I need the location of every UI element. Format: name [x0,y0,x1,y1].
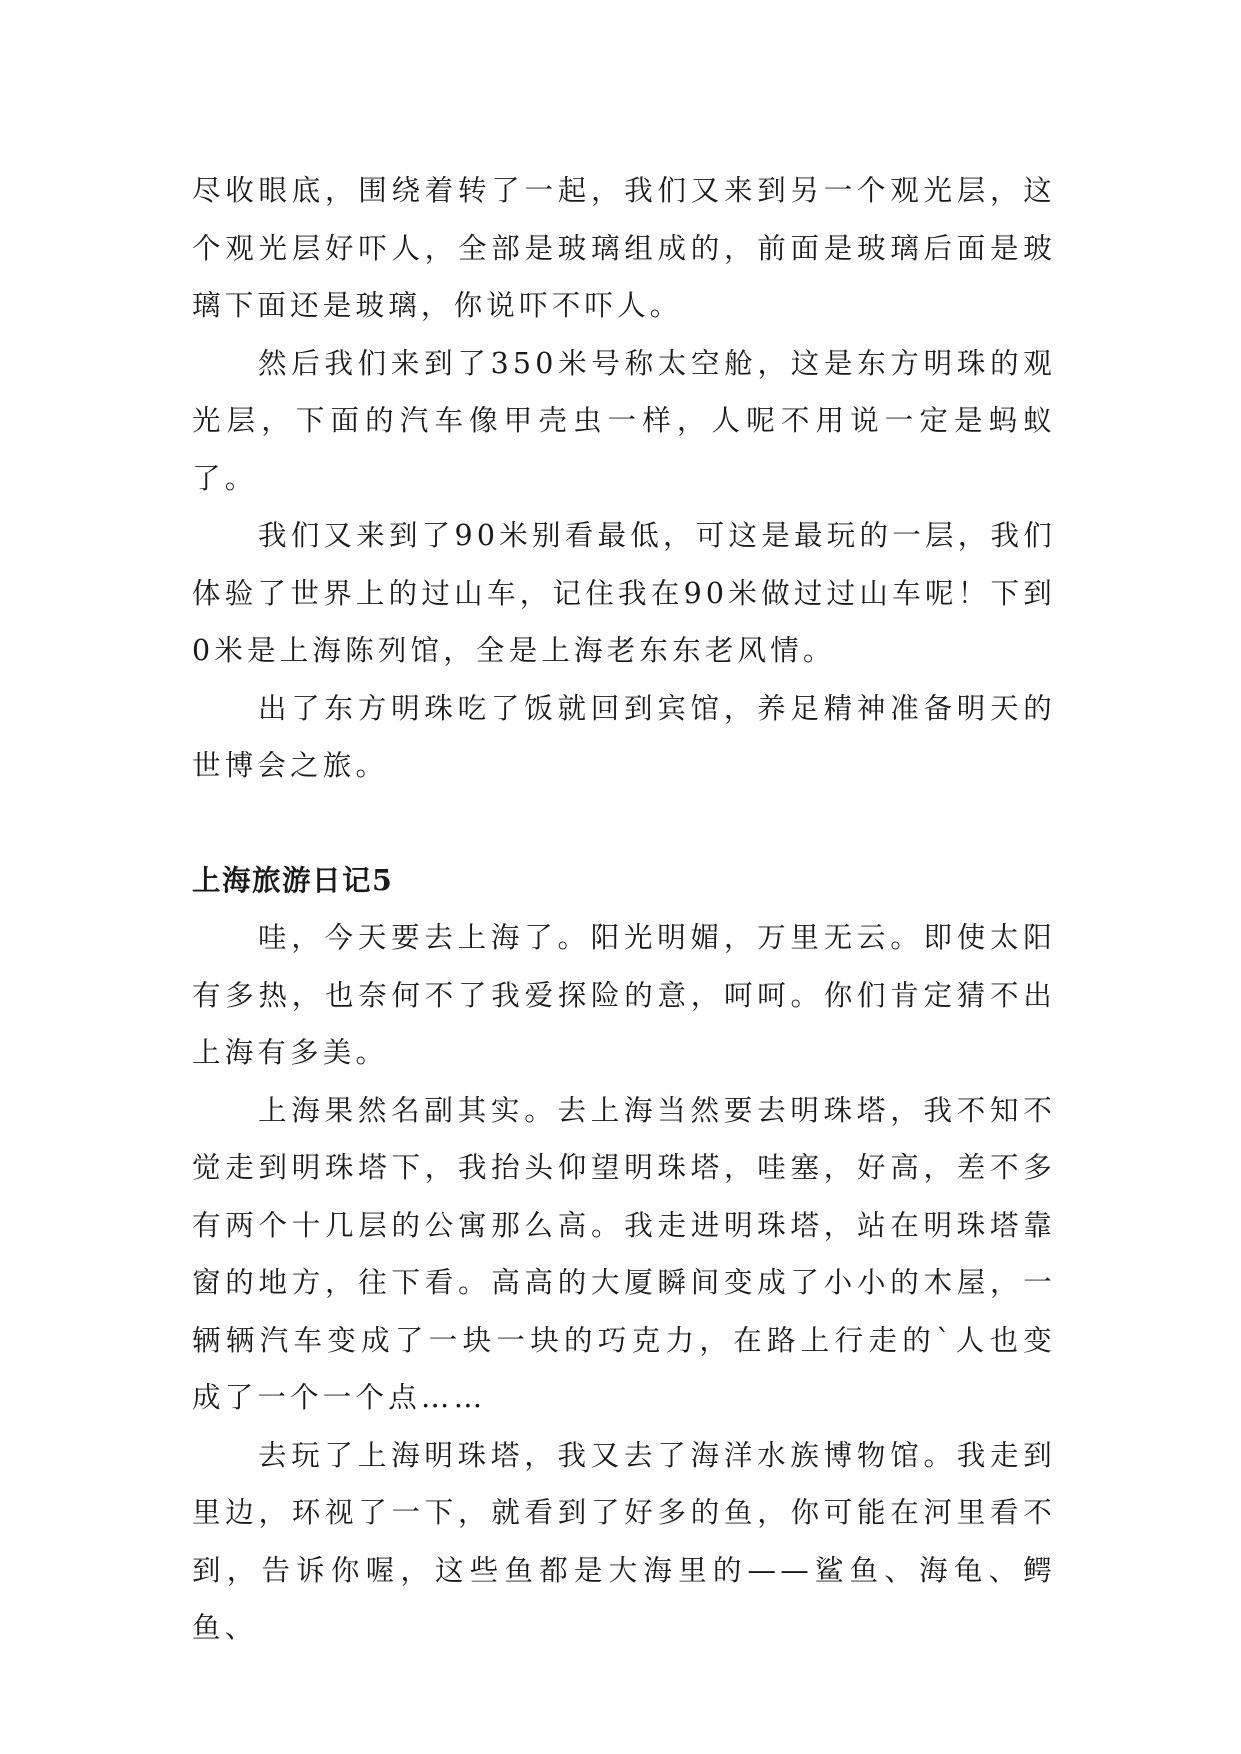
paragraph-continuation: 尽收眼底，围绕着转了一起，我们又来到另一个观光层，这个观光层好吓人，全部是玻璃组成的，前面是玻璃后面是玻璃下面还是玻璃，你说吓不吓人。 [192,174,1056,322]
paragraph: 我们又来到了90米别看最低，可这是最玩的一层，我们体验了世界上的过山车，记住我在90米做过过山车呢！下到0米是上海陈列馆，全是上海老东东老风情。 [192,519,1056,667]
paragraph: 然后我们来到了350米号称太空舱，这是东方明珠的观光层，下面的汽车像甲壳虫一样，人呢不用说一定是蚂蚁了。 [192,346,1056,495]
paragraph: 上海果然名副其实。去上海当然要去明珠塔，我不知不觉走到明珠塔下，我抬头仰望明珠塔，哇塞，好高，差不多有两个十几层的公寓那么高。我走进明珠塔，站在明珠塔靠窗的地方，往下看。高高的大厦瞬间变成了小小的木屋，一辆辆汽车变成了一块一块的巧克力，在路上行走的`人也变成了一个一个点…… [192,1093,1056,1414]
paragraph: 哇，今天要去上海了。阳光明媚，万里无云。即使太阳有多热，也奈何不了我爱探险的意，呵呵。你们肯定猜不出上海有多美。 [192,921,1056,1069]
document-page [192,162,1056,1657]
section-title: 上海旅游日记5 [192,862,394,897]
paragraph: 去玩了上海明珠塔，我又去了海洋水族博物馆。我走到里边，环视了一下，就看到了好多的鱼，你可能在河里看不到，告诉你喔，这些鱼都是大海里的——鲨鱼、海龟、鳄鱼、 [192,1438,1056,1644]
paragraph: 出了东方明珠吃了饭就回到宾馆，养足精神准备明天的世博会之旅。 [192,691,1056,782]
